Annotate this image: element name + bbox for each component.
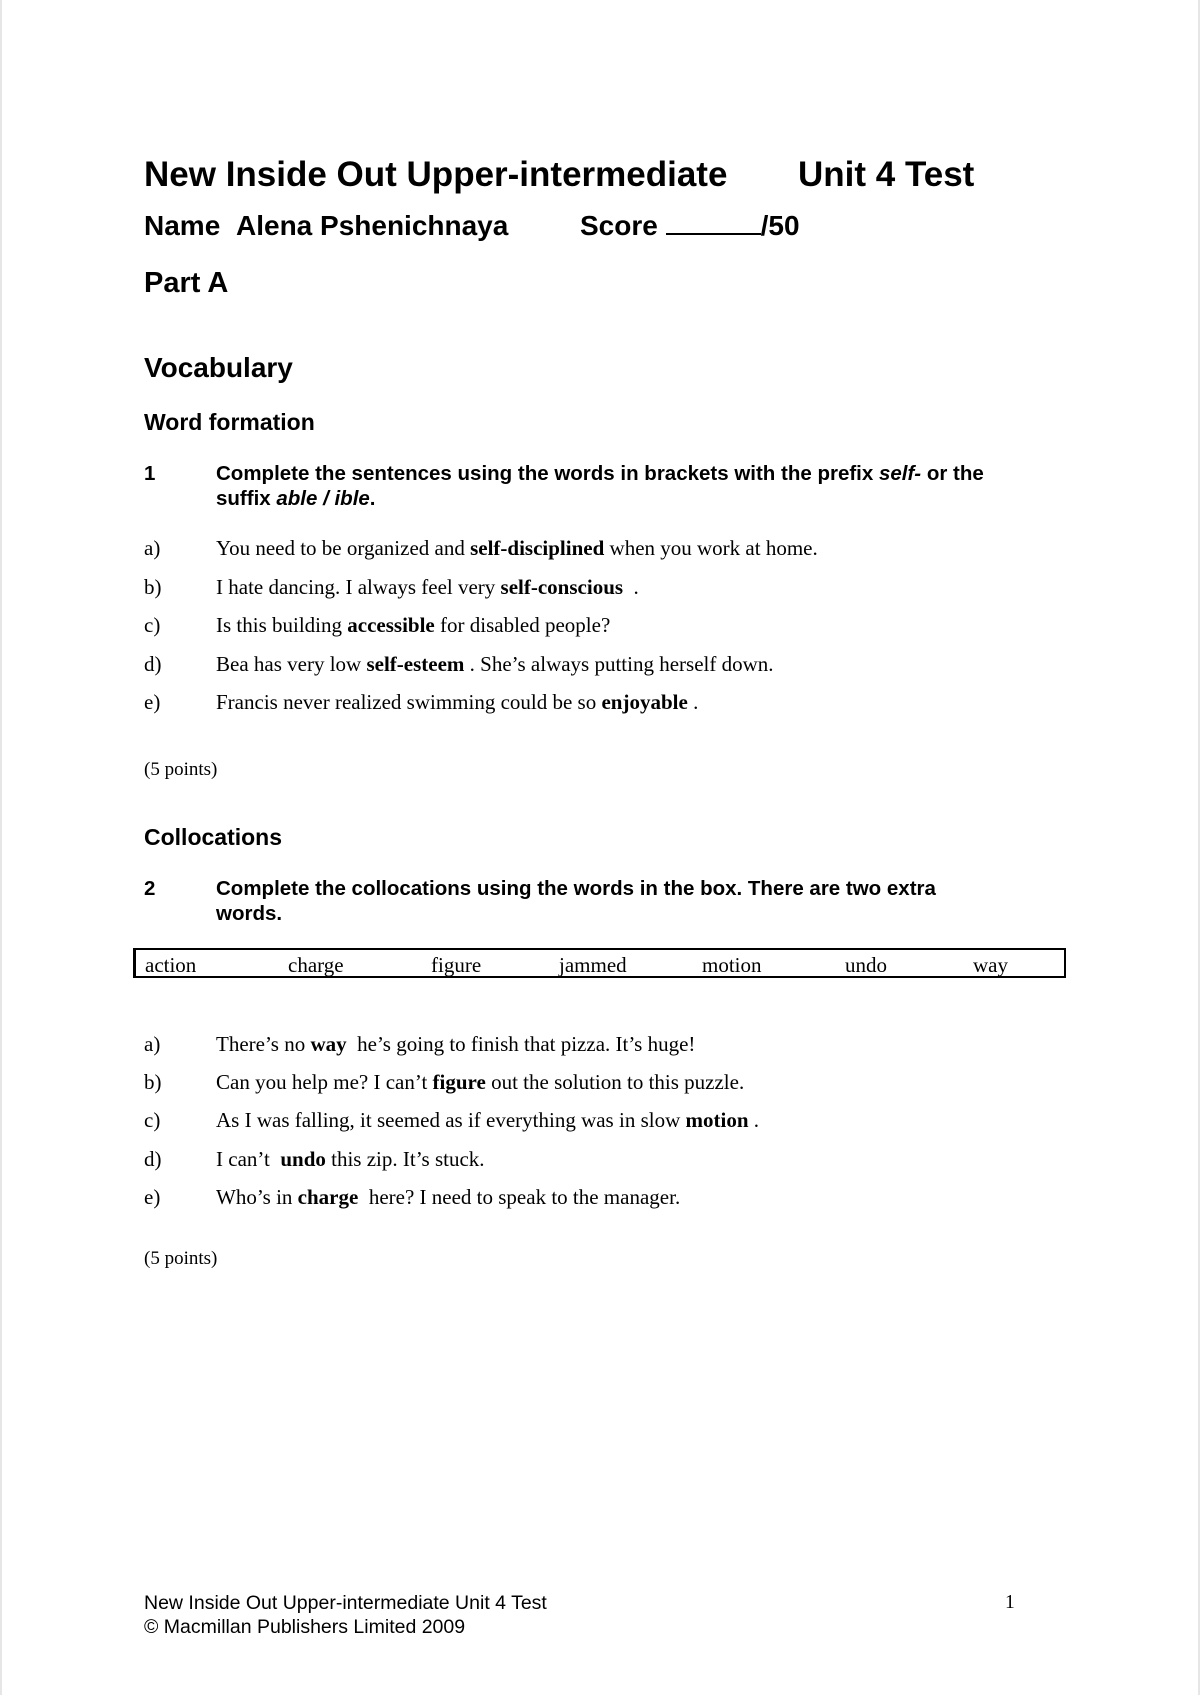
item-letter: c) [144,1108,161,1132]
box-word: undo [845,953,887,977]
answer-text: way [310,1032,347,1056]
score-blank [666,211,761,235]
word-formation-heading: Word formation [144,409,315,435]
answer-text: accessible [347,613,435,637]
part-heading: Part A [144,267,229,299]
item-letter: b) [144,575,162,599]
list-item: d) Bea has very low self-esteem . She’s always putting herself down. [144,652,774,676]
box-word: charge [288,953,344,977]
item-letter: e) [144,690,161,714]
student-name: Alena Pshenichnaya [236,210,509,241]
exercise-2-instruction: Complete the collocations using the words in the box. There are two extra words. [216,877,936,925]
name-label: Name [144,210,221,241]
exercise-1-points: (5 points) [144,759,218,780]
item-letter: d) [144,652,162,676]
box-word: jammed [559,953,627,977]
list-item: a) You need to be organized and self-disciplined when you work at home. [144,536,818,560]
exercise-1-instruction: Complete the sentences using the words in brackets with the prefix self- or the suffix able / ible. [216,462,984,510]
word-box [133,948,1066,978]
exercise-2-points: (5 points) [144,1248,218,1269]
footer [144,1591,547,1639]
item-letter: a) [144,536,161,560]
list-item: a) There’s no way he’s going to finish that pizza. It’s huge! [144,1032,696,1056]
list-item: e) Who’s in charge here? I need to speak to the manager. [144,1185,681,1209]
score-total: /50 [760,210,800,241]
answer-text: undo [280,1147,326,1171]
answer-text: self-disciplined [470,536,605,560]
item-letter: a) [144,1032,161,1056]
prefix-text: self- [878,462,922,485]
answer-text: enjoyable [601,690,688,714]
footer-copyright: © Macmillan Publishers Limited 2009 [144,1616,466,1638]
answer-text: self-esteem [366,652,465,676]
answer-text: self-conscious [500,575,624,599]
answer-text: motion [685,1108,749,1132]
section-heading: Vocabulary [144,352,293,383]
box-word: figure [431,953,482,977]
answer-text: figure [432,1070,486,1094]
item-letter: d) [144,1147,162,1171]
list-item: b) I hate dancing. I always feel very self-conscious . [144,575,639,599]
list-item: d) I can’t undo this zip. It’s stuck. [144,1147,485,1171]
footer-course: New Inside Out Upper-intermediate Unit 4 Test [144,1592,547,1614]
list-item: b) Can you help me? I can’t figure out the solution to this puzzle. [144,1070,745,1094]
collocations-heading: Collocations [144,824,283,850]
list-item: c) Is this building accessible for disabled people? [144,613,611,637]
list-item: c) As I was falling, it seemed as if everything was in slow motion . [144,1108,759,1132]
suffix-text: able / ible [276,487,370,510]
score-field [580,210,800,242]
item-letter: b) [144,1070,162,1094]
box-word: way [973,953,1008,977]
item-letter: e) [144,1185,161,1209]
course-title: New Inside Out Upper-intermediate [144,155,728,194]
unit-title: Unit 4 Test [798,155,975,194]
list-item: e) Francis never realized swimming could be so enjoyable . [144,690,699,714]
score-label: Score [580,210,658,241]
page-edge-left [0,0,2,1695]
box-word: motion [702,953,762,977]
item-letter: c) [144,613,161,637]
answer-text: charge [297,1185,359,1209]
page-number: 1 [1005,1592,1015,1613]
box-word: action [145,953,197,977]
exercise-2-number: 2 [144,877,156,900]
exercise-1-number: 1 [144,462,156,485]
